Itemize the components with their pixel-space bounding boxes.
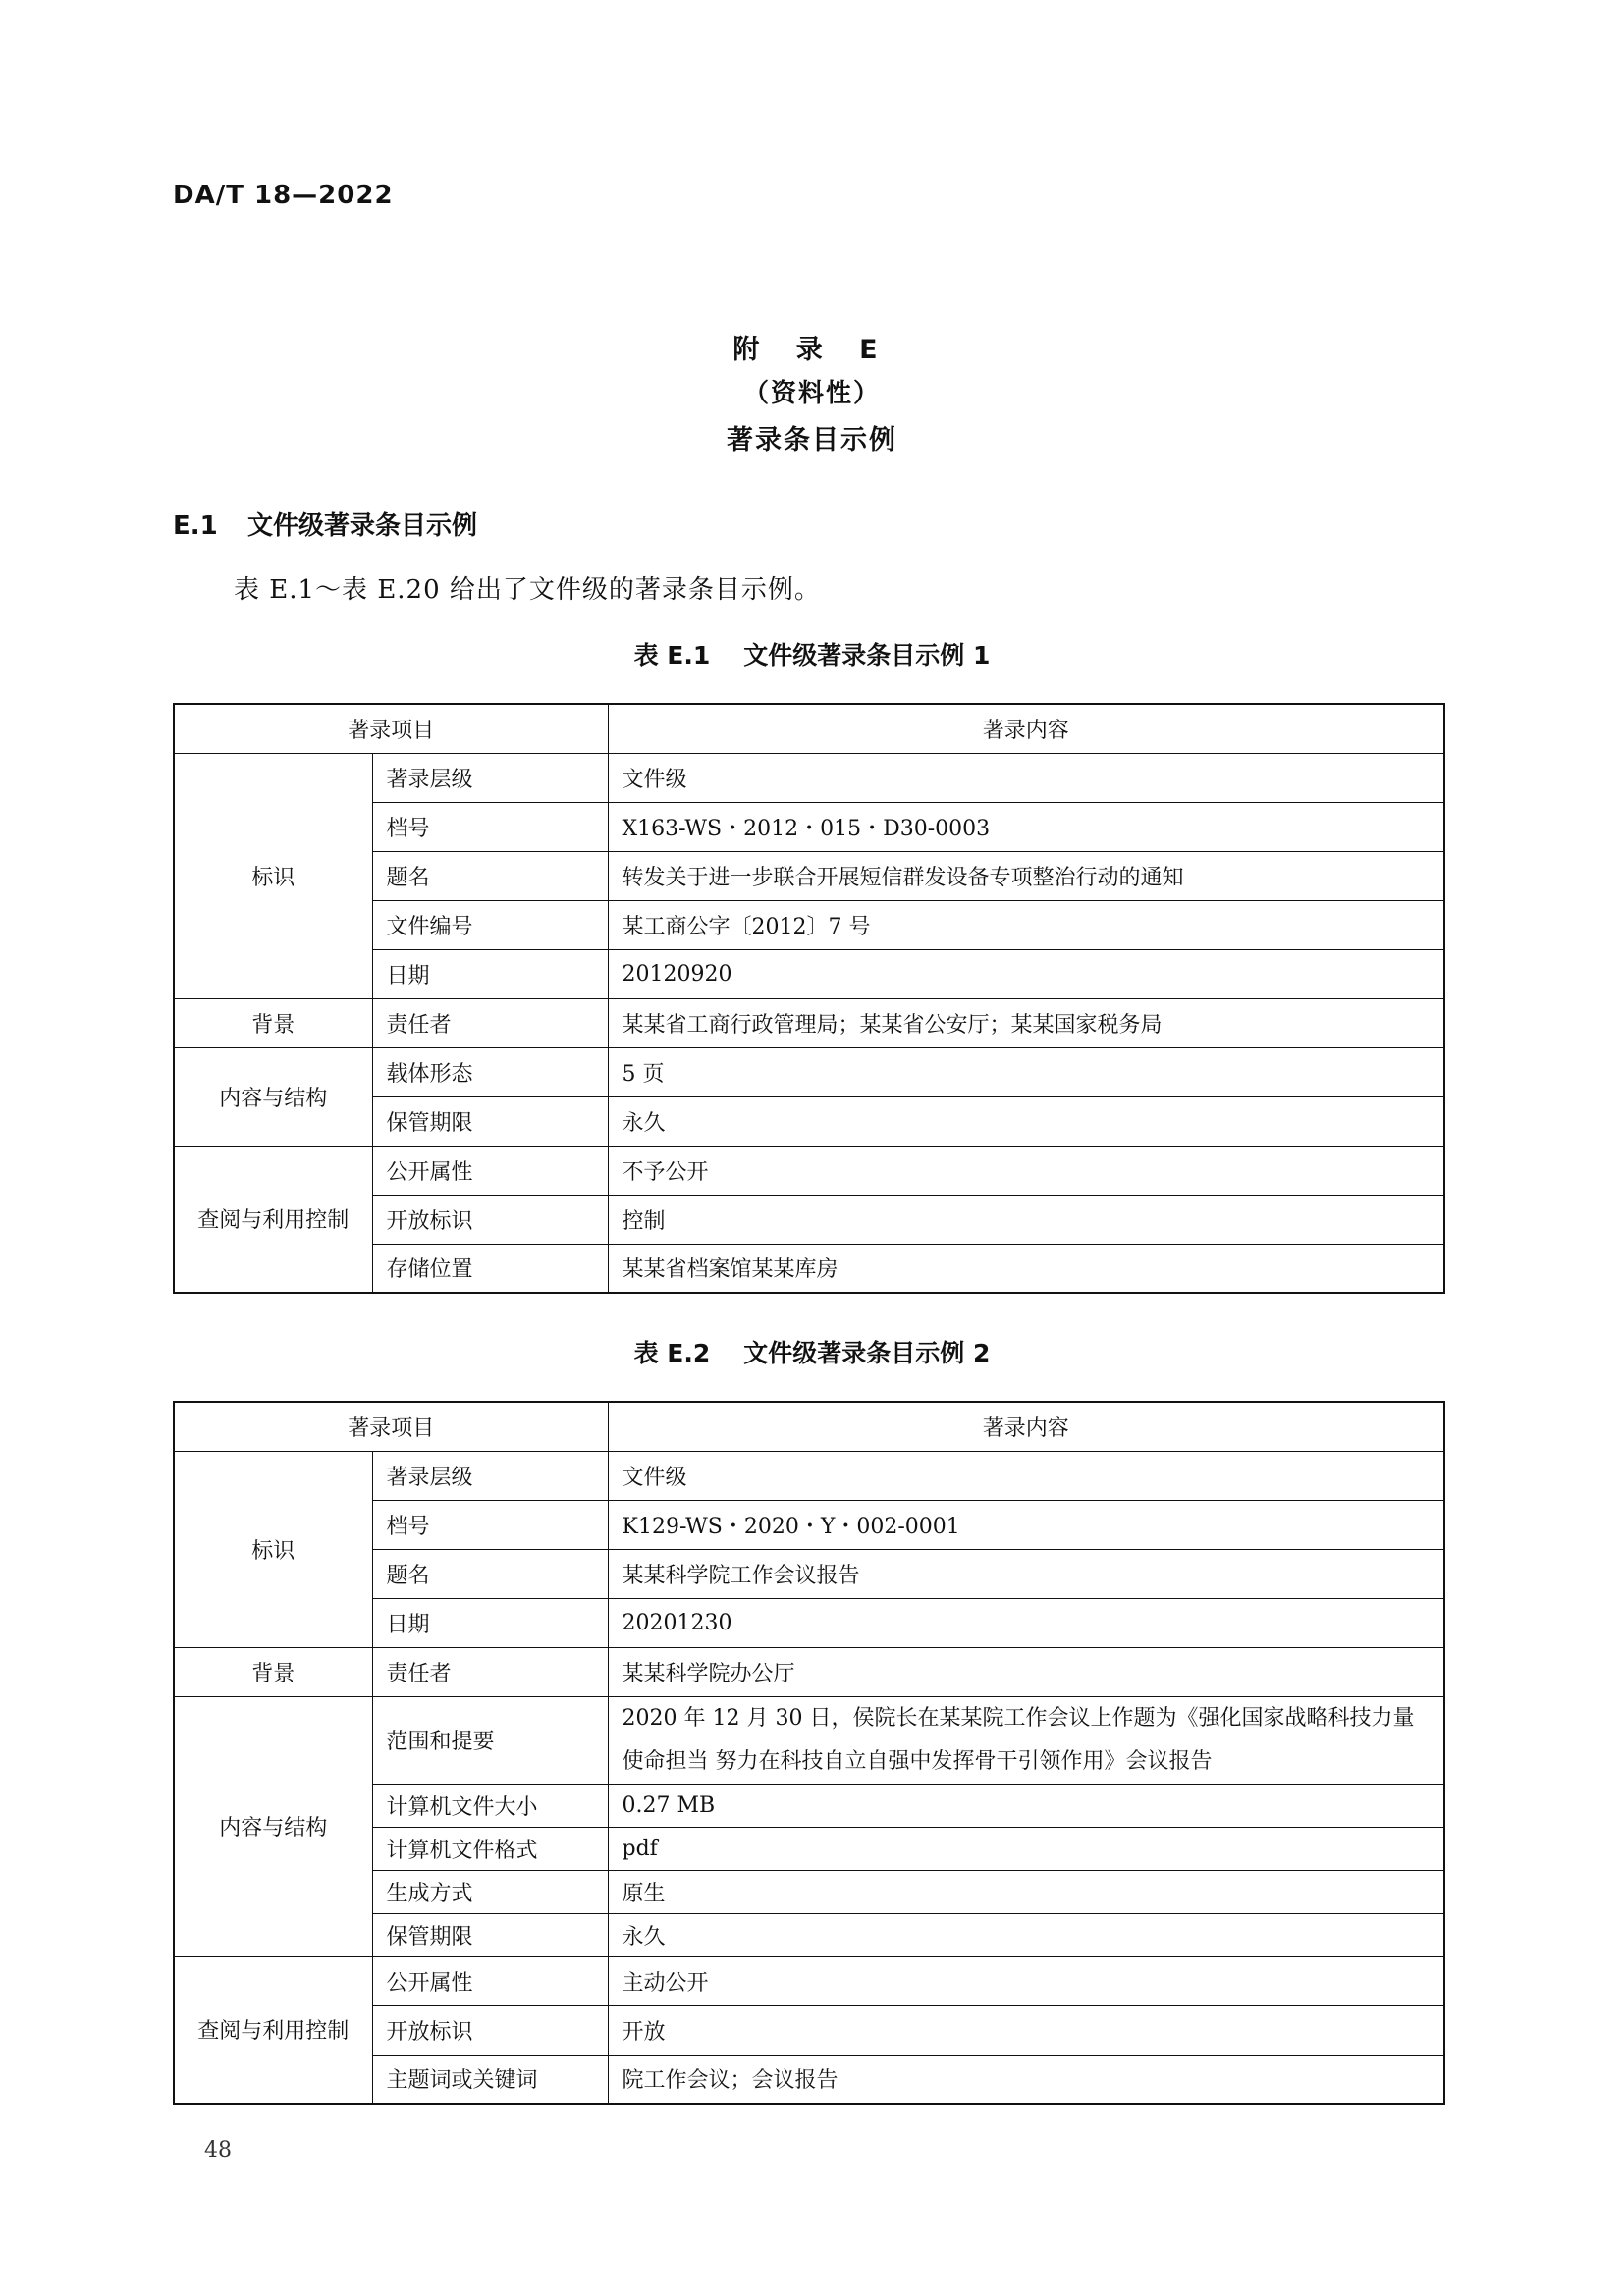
field-value: 5 页	[608, 1047, 1444, 1096]
table-caption-number: 表 E.2	[633, 1339, 711, 1367]
field-value: 某工商公字〔2012〕7 号	[608, 900, 1444, 949]
field-value: 某某省工商行政管理局；某某省公安厅；某某国家税务局	[608, 998, 1444, 1047]
appendix-subject: 著录条目示例	[727, 425, 897, 455]
field-name: 保管期限	[372, 1913, 608, 1956]
field-name: 开放标识	[372, 2005, 608, 2055]
field-name: 著录层级	[372, 753, 608, 802]
field-value: 控制	[608, 1195, 1444, 1244]
intro-paragraph: 表 E.1～表 E.20 给出了文件级的著录条目示例。	[234, 575, 821, 605]
field-value: 20120920	[608, 949, 1444, 998]
table-header-row	[174, 704, 1444, 753]
table-row	[174, 998, 1444, 1047]
table-caption-title: 文件级著录条目示例 2	[743, 1339, 991, 1367]
header-item: 著录项目	[174, 704, 608, 753]
field-name: 责任者	[372, 998, 608, 1047]
page-number: 48	[204, 2138, 232, 2163]
table-caption-title: 文件级著录条目示例 1	[743, 641, 991, 669]
field-name: 日期	[372, 949, 608, 998]
field-name: 主题词或关键词	[372, 2055, 608, 2104]
section-number: E.1	[173, 511, 218, 541]
field-value: 2020 年 12 月 30 日，侯院长在某某院工作会议上作题为《强化国家战略科技力量使命担当 努力在科技自立自强中发挥骨干引领作用》会议报告	[608, 1696, 1444, 1784]
field-name: 档号	[372, 1500, 608, 1549]
field-value: 某某科学院办公厅	[608, 1647, 1444, 1696]
field-value: 转发关于进一步联合开展短信群发设备专项整治行动的通知	[608, 851, 1444, 900]
group-label: 背景	[174, 998, 372, 1047]
field-value: 永久	[608, 1096, 1444, 1146]
catalog-table-e2	[173, 1401, 1445, 2105]
field-name: 题名	[372, 1549, 608, 1598]
table-caption-number: 表 E.1	[633, 641, 711, 669]
field-value: 永久	[608, 1913, 1444, 1956]
header-content: 著录内容	[608, 1402, 1444, 1451]
field-name: 计算机文件格式	[372, 1827, 608, 1870]
table-row	[174, 753, 1444, 802]
table-caption	[0, 1334, 1624, 1369]
field-value: 某某省档案馆某某库房	[608, 1244, 1444, 1293]
field-value: 0.27 MB	[608, 1784, 1444, 1827]
group-label: 查阅与利用控制	[174, 1146, 372, 1293]
field-value: pdf	[608, 1827, 1444, 1870]
field-value: 20201230	[608, 1598, 1444, 1647]
group-label: 标识	[174, 753, 372, 998]
table-row	[174, 1047, 1444, 1096]
field-name: 公开属性	[372, 1956, 608, 2005]
header-content: 著录内容	[608, 704, 1444, 753]
field-name: 档号	[372, 802, 608, 851]
field-name: 生成方式	[372, 1870, 608, 1913]
group-label: 查阅与利用控制	[174, 1956, 372, 2104]
standard-code: DA/T 18—2022	[173, 181, 394, 210]
section-title: 文件级著录条目示例	[247, 511, 478, 541]
table-row	[174, 1696, 1444, 1784]
field-value: 院工作会议；会议报告	[608, 2055, 1444, 2104]
field-value: 文件级	[608, 753, 1444, 802]
catalog-table-e1	[173, 703, 1445, 1294]
field-name: 责任者	[372, 1647, 608, 1696]
field-value: 文件级	[608, 1451, 1444, 1500]
table-row	[174, 1956, 1444, 2005]
field-value: X163-WS・2012・015・D30-0003	[608, 802, 1444, 851]
table-caption	[0, 636, 1624, 671]
field-value: 不予公开	[608, 1146, 1444, 1195]
field-name: 文件编号	[372, 900, 608, 949]
group-label: 背景	[174, 1647, 372, 1696]
table-row	[174, 1451, 1444, 1500]
appendix-type: （资料性）	[742, 379, 881, 408]
field-name: 计算机文件大小	[372, 1784, 608, 1827]
appendix-title: 附 录 E	[732, 335, 892, 365]
section-heading	[173, 506, 477, 542]
table-row	[174, 1647, 1444, 1696]
field-name: 存储位置	[372, 1244, 608, 1293]
field-name: 开放标识	[372, 1195, 608, 1244]
field-name: 题名	[372, 851, 608, 900]
group-label: 内容与结构	[174, 1696, 372, 1956]
field-name: 日期	[372, 1598, 608, 1647]
table-row	[174, 1146, 1444, 1195]
header-item: 著录项目	[174, 1402, 608, 1451]
field-name: 公开属性	[372, 1146, 608, 1195]
group-label: 标识	[174, 1451, 372, 1647]
field-value: 某某科学院工作会议报告	[608, 1549, 1444, 1598]
field-name: 载体形态	[372, 1047, 608, 1096]
field-value: 开放	[608, 2005, 1444, 2055]
field-name: 著录层级	[372, 1451, 608, 1500]
field-value: 主动公开	[608, 1956, 1444, 2005]
field-name: 保管期限	[372, 1096, 608, 1146]
field-value: 原生	[608, 1870, 1444, 1913]
field-value: K129-WS・2020・Y・002-0001	[608, 1500, 1444, 1549]
table-header-row	[174, 1402, 1444, 1451]
field-name: 范围和提要	[372, 1696, 608, 1784]
group-label: 内容与结构	[174, 1047, 372, 1146]
